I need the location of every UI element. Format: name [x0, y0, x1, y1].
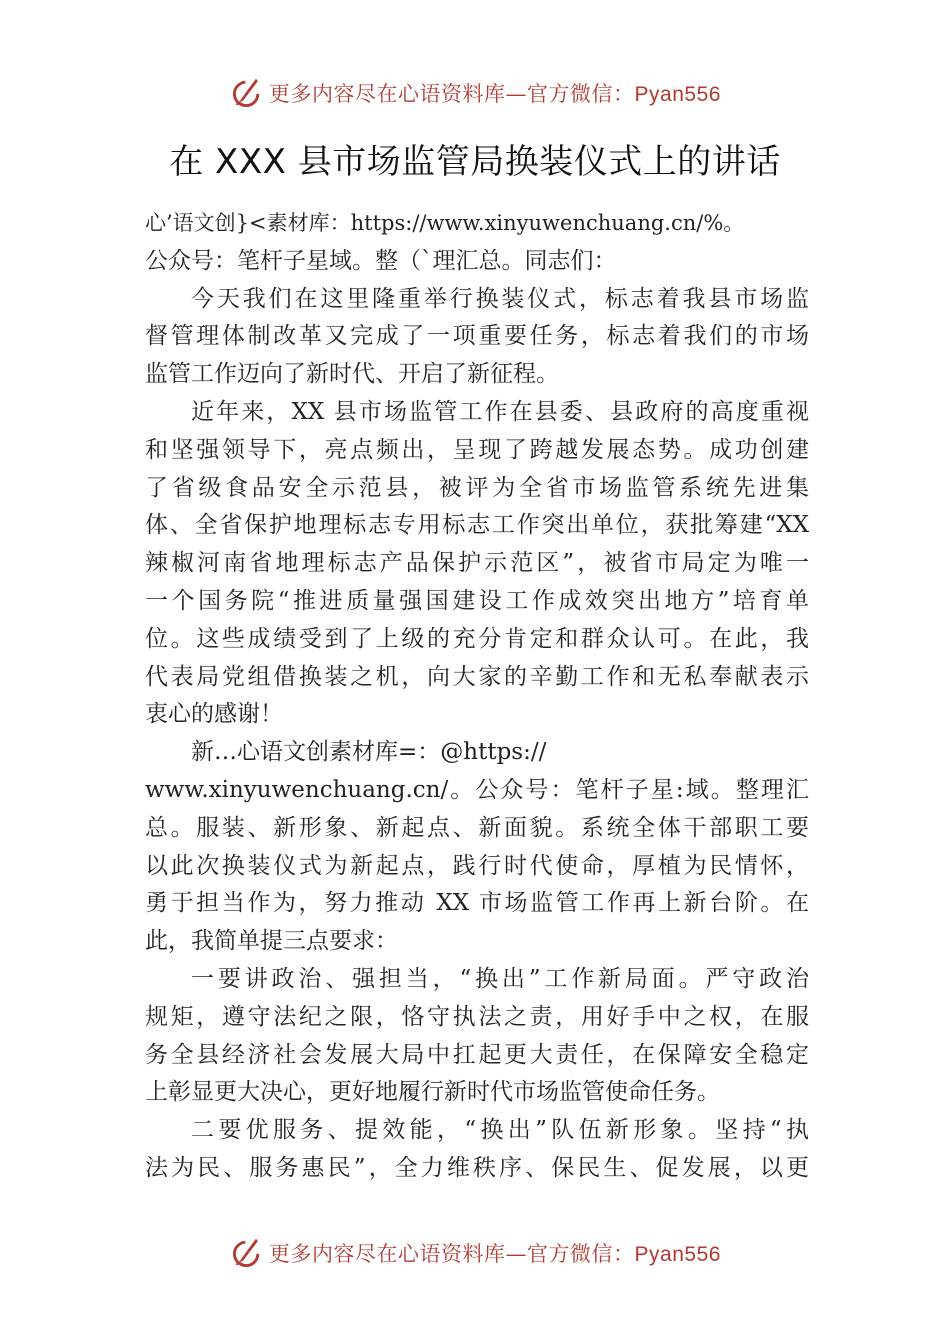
body-line: 代表局党组借换装之机，向大家的辛勤工作和无私奉献表示: [145, 663, 809, 690]
body-line: 近年来，XX 县市场监管工作在县委、县政府的高度重视: [191, 398, 809, 425]
header-banner: [0, 70, 950, 116]
body-line: 辣椒河南省地理标志产品保护示范区”，被省市局定为唯一: [145, 550, 809, 577]
body-line: 心’语文创}<素材库：https://www.xinyuwenchuang.cn/%。: [145, 211, 745, 235]
body-line: 上彰显更大决心，更好地履行新时代市场监管使命任务。: [145, 1079, 720, 1106]
pen-swirl-logo-icon: [229, 1235, 265, 1271]
body-line: 一要讲政治、强担当，“换出”工作新局面。严守政治: [191, 965, 809, 992]
banner-wechat-label: 官方微信：: [527, 1242, 635, 1266]
document-body: [145, 205, 809, 1188]
body-line: 二要优服务、提效能，“换出”队伍新形象。坚持“执: [191, 1117, 809, 1144]
body-line: 监管工作迈向了新时代、开启了新征程。: [145, 361, 559, 388]
document-title: 在 XXX 县市场监管局换装仪式上的讲话: [169, 142, 781, 182]
body-line: 一个国务院“推进质量强国建设工作成效突出地方”培育单: [145, 587, 809, 614]
footer-banner: [0, 1230, 950, 1276]
body-line: 新…心语文创素材库=：@https://: [191, 739, 547, 766]
body-line: 今天我们在这里隆重举行换装仪式，标志着我县市场监: [191, 285, 809, 312]
banner-wechat-id: Pyan556: [634, 1243, 721, 1266]
pen-swirl-logo-icon: [229, 75, 265, 111]
banner-main-text: 更多内容尽在心语资料库: [269, 1242, 506, 1266]
body-line: 公众号：笔杆子星域。整（`理汇总。同志们：: [145, 247, 617, 274]
body-line: 衷心的感谢！: [145, 701, 283, 728]
banner-separator: —: [505, 1242, 528, 1266]
body-line: www.xinyuwenchuang.cn/。公众号：笔杆子星:域。整理汇: [145, 776, 809, 803]
body-line: 位。这些成绩受到了上级的充分肯定和群众认可。在此，我: [145, 625, 809, 652]
banner-slogan: [269, 1238, 721, 1268]
banner-separator: —: [505, 82, 528, 106]
body-line: 此，我简单提三点要求：: [145, 928, 398, 955]
body-line: 和坚强领导下，亮点频出，呈现了跨越发展态势。成功创建: [145, 436, 809, 463]
banner-slogan: [269, 78, 721, 108]
body-line: 以此次换装仪式为新起点，践行时代使命，厚植为民情怀，: [145, 852, 809, 879]
body-line: 务全县经济社会发展大局中扛起更大责任，在保障安全稳定: [145, 1041, 809, 1068]
body-line: 体、全省保护地理标志专用标志工作突出单位，获批筹建“XX: [145, 512, 809, 539]
banner-main-text: 更多内容尽在心语资料库: [269, 82, 506, 106]
body-line: 总。服装、新形象、新起点、新面貌。系统全体干部职工要: [145, 814, 809, 841]
body-line: 督管理体制改革又完成了一项重要任务，标志着我们的市场: [145, 323, 809, 350]
body-line: 规矩，遵守法纪之限，恪守执法之责，用好手中之权，在服: [145, 1003, 809, 1030]
body-line: 了省级食品安全示范县，被评为全省市场监管系统先进集: [145, 474, 809, 501]
body-line: 勇于担当作为，努力推动 XX 市场监管工作再上新台阶。在: [145, 890, 809, 917]
body-line: 法为民、服务惠民”，全力维秩序、保民生、促发展，以更: [145, 1154, 809, 1181]
banner-wechat-id: Pyan556: [634, 83, 721, 106]
banner-wechat-label: 官方微信：: [527, 82, 635, 106]
